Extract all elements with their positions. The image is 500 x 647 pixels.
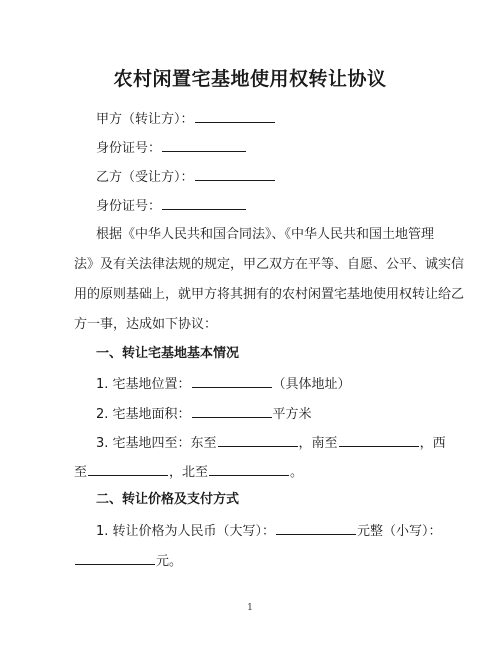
preamble-line-3: 用的原则基础上，就甲方将其拥有的农村闲置宅基地使用权转让给乙 [74,287,465,302]
price-line-2 [74,552,182,570]
party-b-id-blank[interactable] [162,197,246,210]
price-lowercase-blank[interactable] [75,552,155,565]
boundary-end-mark: 。 [290,465,304,480]
site-location-line [96,375,351,393]
party-a-blank[interactable] [195,110,275,123]
party-b-label: 乙方（受让方）： [96,170,194,185]
site-location-suffix: （具体地址） [272,377,351,392]
party-b-line [96,168,276,186]
party-a-label: 甲方（转让方）： [96,112,194,127]
price-uppercase-label: 1. 转让价格为人民币（大写）： [96,524,276,539]
party-a-line [96,110,276,128]
document-title: 农村闲置宅基地使用权转让协议 [113,68,387,90]
party-b-blank[interactable] [195,168,275,181]
site-location-blank[interactable] [192,375,272,388]
site-area-line [96,405,312,423]
preamble-line-2: 法》及有关法律法规的规定，甲乙双方在平等、自愿、公平、诚实信 [74,257,465,272]
page-number: 1 [247,603,253,613]
party-b-id-line [96,197,247,215]
boundary-west-label: ，西 [419,436,446,451]
price-uppercase-blank[interactable] [276,522,356,535]
price-lowercase-label: 元整（小写）： [357,524,442,539]
boundary-south-blank[interactable] [339,434,419,447]
site-boundary-line-1 [96,434,446,452]
boundary-west-label-2: 至 [74,465,88,480]
site-area-unit: 平方米 [272,407,312,422]
party-a-id-line [96,139,247,157]
boundary-east-label: 3. 宅基地四至：东至 [96,436,217,451]
preamble-line-4: 方一事，达成如下协议： [74,317,218,332]
section-2-heading: 二、转让价格及支付方式 [96,492,240,507]
boundary-north-blank[interactable] [209,463,289,476]
boundary-south-label: ，南至 [298,436,338,451]
price-end-label: 元。 [156,554,183,569]
party-b-id-label: 身份证号： [96,199,162,214]
section-1-heading: 一、转让宅基地基本情况 [96,346,240,361]
price-line-1 [96,522,442,540]
site-area-label: 2. 宅基地面积： [96,407,191,422]
boundary-north-label: ，北至 [169,465,209,480]
boundary-west-blank[interactable] [88,463,168,476]
party-a-id-label: 身份证号： [96,141,162,156]
site-location-label: 1. 宅基地位置： [96,377,191,392]
site-area-blank[interactable] [192,405,272,418]
site-boundary-line-2 [74,463,303,481]
boundary-east-blank[interactable] [218,434,298,447]
party-a-id-blank[interactable] [162,139,246,152]
preamble-line-1: 根据《中华人民共和国合同法》、《中华人民共和国土地管理 [96,227,435,242]
